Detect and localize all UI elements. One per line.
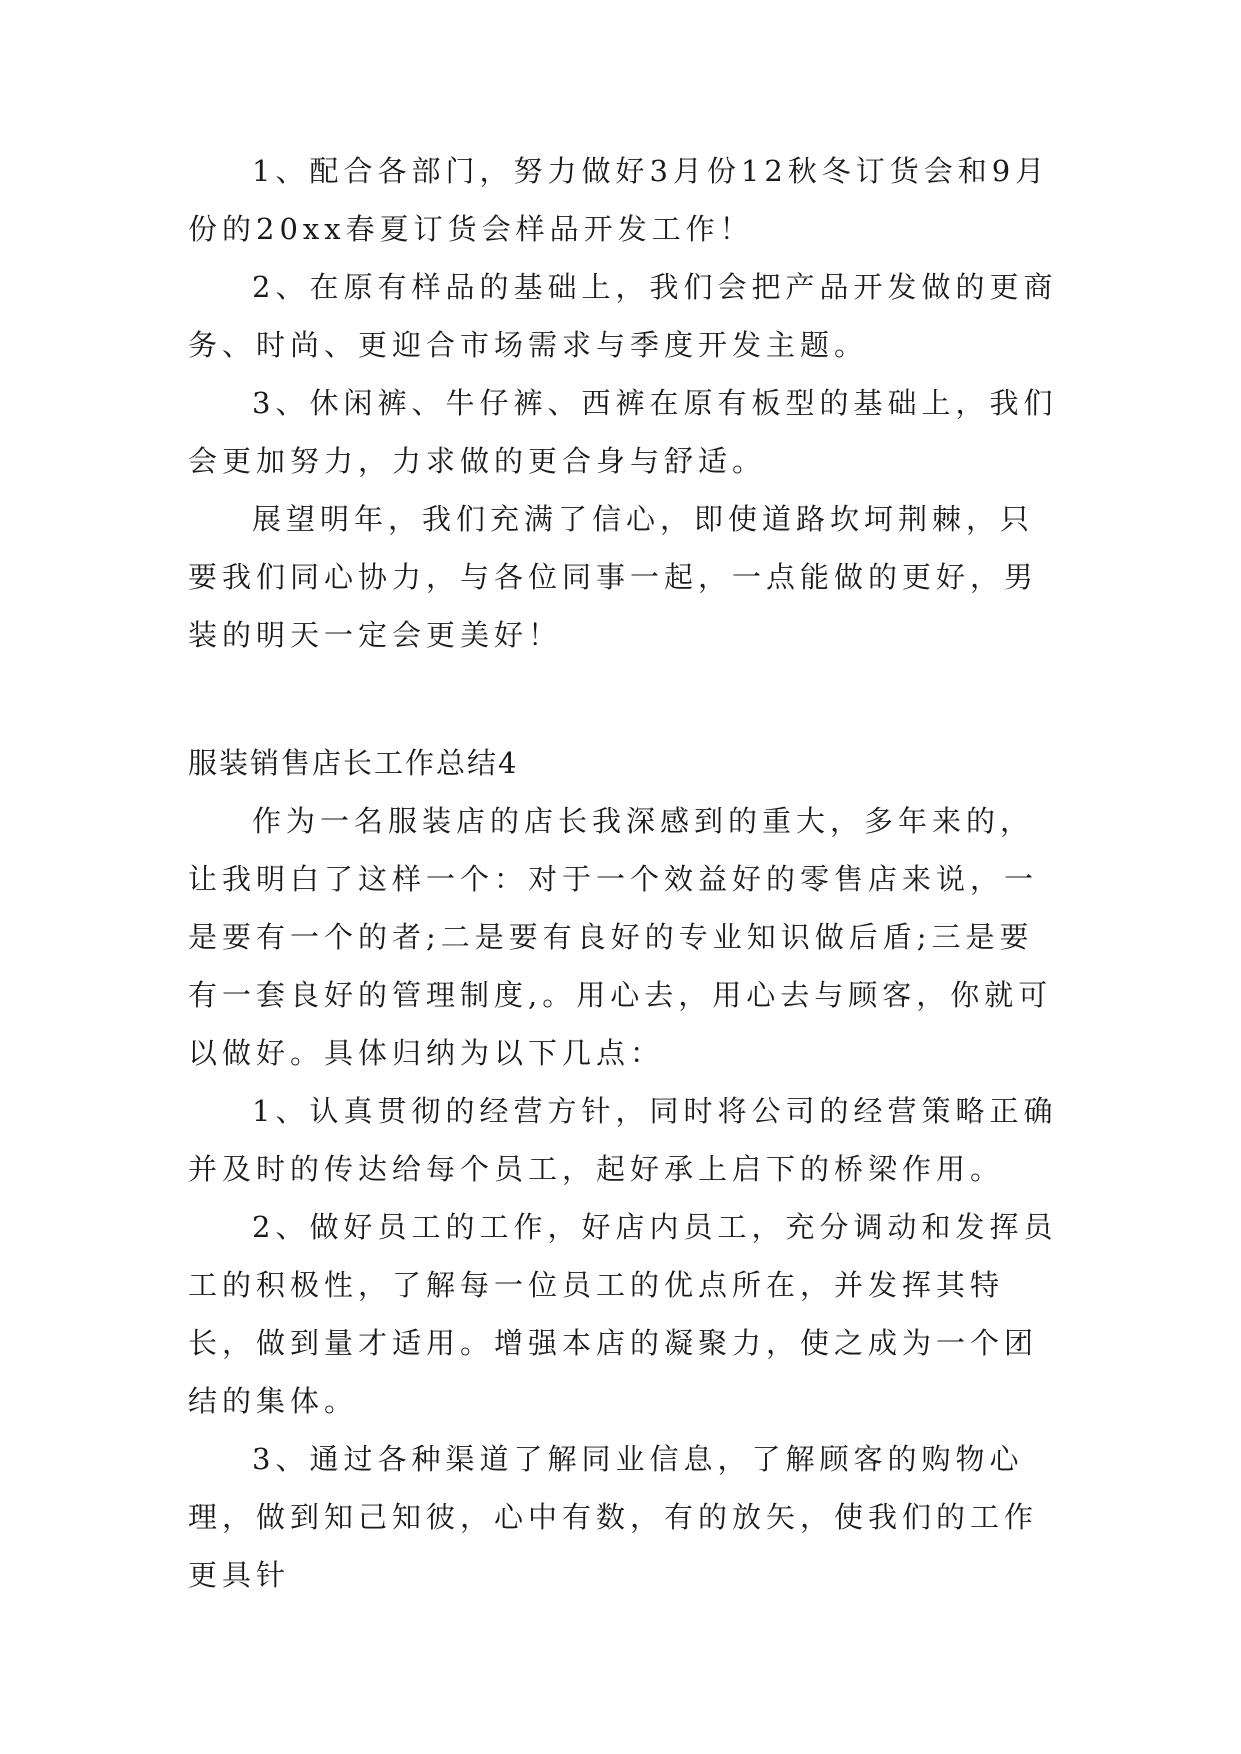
section-title: 服装销售店长工作总结4 xyxy=(188,746,519,780)
paragraph-intro: 作为一名服装店的店长我深感到的重大，多年来的，让我明白了这样一个：对于一个效益好的零售店来说，一是要有一个的者;二是要有良好的专业知识做后盾;三是要有一套良好的管理制度,。用心去，用心去与顾客，你就可以做好。具体归纳为以下几点： xyxy=(188,804,1053,1070)
paragraph-point-2: 2、做好员工的工作，好店内员工，充分调动和发挥员工的积极性，了解每一位员工的优点所在，并发挥其特长，做到量才适用。增强本店的凝聚力，使之成为一个团结的集体。 xyxy=(188,1210,1058,1418)
paragraph-point-1: 1、认真贯彻的经营方针，同时将公司的经营策略正确并及时的传达给每个员工，起好承上启下的桥梁作用。 xyxy=(188,1094,1058,1186)
paragraph-item-2: 2、在原有样品的基础上，我们会把产品开发做的更商务、时尚、更迎合市场需求与季度开发主题。 xyxy=(188,270,1058,362)
paragraph-item-1: 1、配合各部门，努力做好3月份12秋冬订货会和9月份的20xx春夏订货会样品开发工作！ xyxy=(188,154,1050,246)
paragraph-item-3: 3、休闲裤、牛仔裤、西裤在原有板型的基础上，我们会更加努力，力求做的更合身与舒适。 xyxy=(188,386,1058,478)
paragraph-point-3: 3、通过各种渠道了解同业信息，了解顾客的购物心理，做到知己知彼，心中有数，有的放矢，使我们的工作更具针 xyxy=(188,1442,1039,1592)
paragraph-outlook: 展望明年，我们充满了信心，即使道路坎坷荆棘，只要我们同心协力，与各位同事一起，一点能做的更好，男装的明天一定会更美好！ xyxy=(188,502,1039,652)
